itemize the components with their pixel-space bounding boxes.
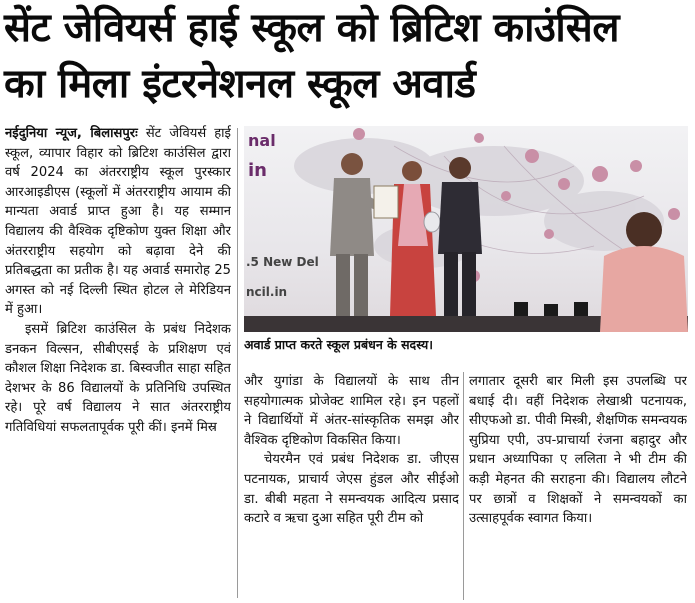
photo-caption: अवार्ड प्राप्त करते स्कूल प्रबंधन के सदस्य। [244, 337, 434, 352]
backdrop-text: nal [248, 131, 276, 150]
article-column-2 [244, 372, 459, 602]
article-column-3 [469, 372, 687, 602]
news-photo [244, 126, 688, 332]
award-ceremony-illustration [244, 126, 688, 332]
article-text: सेंट जेवियर्स हाई स्कूल, व्यापार विहार को ब्रिटिश काउंसिल द्वारा वर्ष 2024 का अंतरराष्ट्रीय स्कूल पुरस्कार आरआइडीएस (स्कूलों में अंतरराष्ट्रीय आयाम की मान्यता अवार्ड प्राप्त हुआ है। यह सम्मान विद्यालय की वैश्विक दृष्टिकोण युक्त शिक्षा और अंतरराष्ट्रीय सहयोग को बढ़ावा देने की प्रतिबद्धता का प्रतीक है। यह अवार्ड समारोह 25 अगस्त को नई दिल्ली स्थित होटल ले मेरिडियन में हुआ। [5, 126, 231, 318]
article-paragraph: और युगांडा के विद्यालयों के साथ तीन सहयोगात्मक प्रोजेक्ट शामिल रहे। इन पहलों ने विद्यार्थियों में अंतर-सांस्कृतिक समझ और वैश्विक दृष्टिकोण विकसित किया। [244, 374, 459, 448]
backdrop-text: ncil.in [246, 285, 288, 299]
article-column-1 [5, 124, 231, 602]
backdrop-text: .5 New Del [246, 255, 319, 269]
article-paragraph: इसमें ब्रिटिश काउंसिल के प्रबंध निदेशक डनकन विल्सन, सीबीएसई के प्रशिक्षण एवं कौशल शिक्षा निदेशक डा. बिस्वजीत साहा सहित देशभर के 86 विद्यालयों के प्रतिनिधि उपस्थित रहे। पूरे वर्ष विद्यालय ने सात अंतरराष्ट्रीय गतिविधियां सफलतापूर्वक पूरी कीं। इनमें मिस्र [5, 321, 231, 435]
byline: नईदुनिया न्यूज, बिलासपुरः [5, 126, 138, 141]
headline-line-1: सेंट जेवियर्स हाई स्कूल को ब्रिटिश काउंसिल [4, 5, 619, 51]
column-divider [237, 128, 238, 598]
article-paragraph [5, 124, 231, 320]
article-paragraph: लगातार दूसरी बार मिली इस उपलब्धि पर बधाई दी। वहीं निदेशक लेखाश्री पटनायक, सीएफओ डा. पीवी मिस्त्री, शैक्षणिक समन्वयक सुप्रिया एपी, उप-प्राचार्या रंजना बहादुर और प्रधान अध्यापिका ए ललिता ने भी टीम की कड़ी मेहनत की सराहना की। विद्यालय लौटने पर छात्रों व शिक्षकों ने समन्वयकों का उत्साहपूर्वक स्वागत किया। [469, 374, 687, 527]
article-paragraph: चेयरमैन एवं प्रबंध निदेशक डा. जीएस पटनायक, प्राचार्य जेएस हुंडल और सीईओ डा. बीबी महता ने समन्वयक आदित्य प्रसाद कटारे व ऋचा दुआ सहित पूरी टीम को [244, 452, 459, 527]
backdrop-text: in [248, 160, 267, 181]
headline-line-2: का मिला इंटरनेशनल स्कूल अवार्ड [4, 61, 476, 107]
column-divider [463, 372, 464, 600]
